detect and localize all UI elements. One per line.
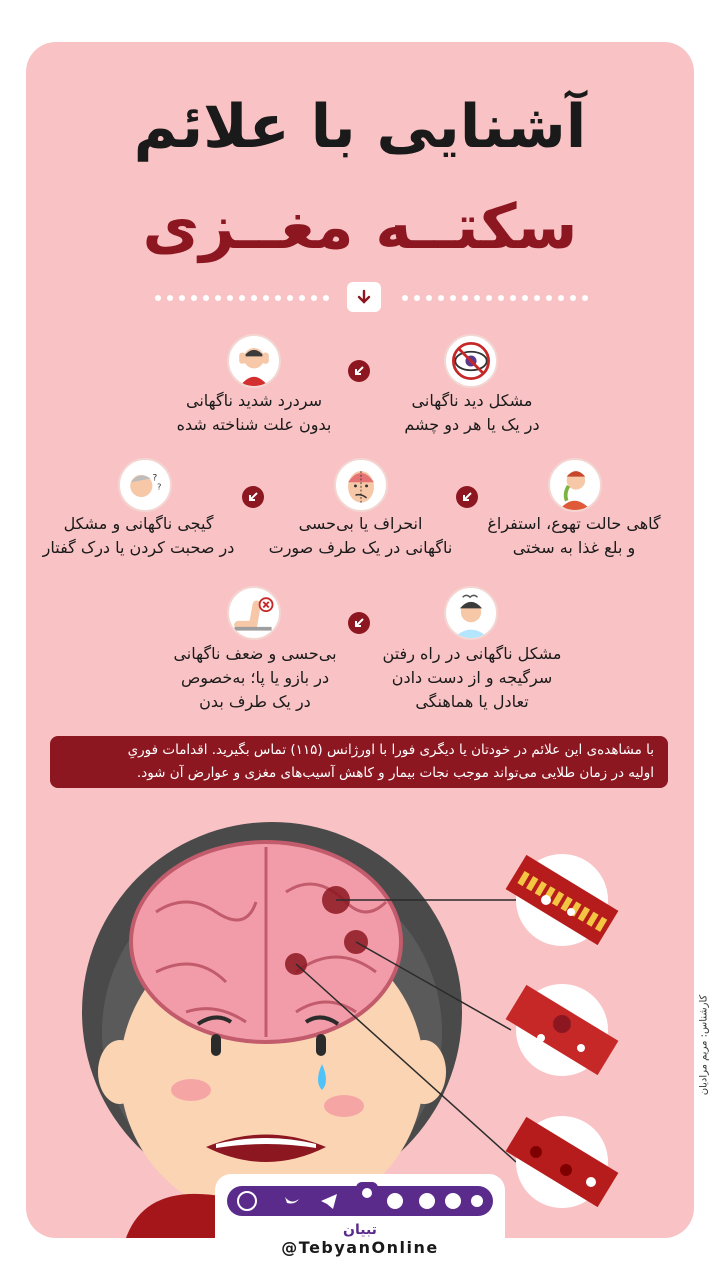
social-handle[interactable]: @TebyanOnline xyxy=(281,1238,439,1257)
dizzy-person-icon xyxy=(444,586,498,640)
eitaa-icon xyxy=(419,1193,435,1209)
rubika-icon xyxy=(445,1193,461,1209)
symptom-3-text: گاهی حالت تهوع، استفراغ و بلع غذا به سختی xyxy=(487,514,661,557)
dotted-divider-left xyxy=(154,294,339,302)
down-arrow-icon xyxy=(347,282,381,312)
emergency-note: با مشاهده‌ی این علائم در خودتان یا دیگری فورا با اورژانس (۱۱۵) تماس بگیرید. اقدامات فوریِ اولیه در زمان طلایی می‌تواند موجب نجات بیمار و کاهش آسیب‌های مغزی و عوارض آن شود. xyxy=(50,736,668,788)
infographic-card xyxy=(26,42,694,1238)
pointer-arrow-icon xyxy=(348,360,370,382)
website-icon xyxy=(471,1195,483,1207)
pointer-arrow-icon xyxy=(456,486,478,508)
svg-text:?: ? xyxy=(157,481,162,492)
face-numbness-icon xyxy=(334,458,388,512)
credit-label: کارشناس: مریم مرادیان xyxy=(698,994,710,1096)
dotted-divider-right xyxy=(401,294,591,302)
headache-person-icon xyxy=(227,334,281,388)
symptom-1-text: مشکل دید ناگهانی در یک یا هر دو چشم xyxy=(404,391,540,434)
brand-name: تبیان xyxy=(343,1222,377,1238)
symptom-4-text: انحراف یا بی‌حسی ناگهانی در یک طرف صورت xyxy=(268,514,453,557)
footer-panel xyxy=(215,1174,505,1270)
aparat-icon xyxy=(387,1193,403,1209)
confused-speech-icon xyxy=(118,458,172,512)
pointer-arrow-icon xyxy=(242,486,264,508)
arm-weakness-icon xyxy=(227,586,281,640)
stroke-brain-illustration xyxy=(26,802,694,1238)
eye-crossed-icon xyxy=(444,334,498,388)
nausea-person-icon xyxy=(548,458,602,512)
symptom-5-text: گیجی ناگهانی و مشکل در صحبت کردن یا درک گفتار xyxy=(42,514,235,557)
svg-text:?: ? xyxy=(152,472,158,484)
symptom-7-text: بی‌حسی و ضعف ناگهانی در بازو یا پا؛ به‌خصوص در یک طرف بدن xyxy=(173,644,337,711)
title-line-2: سکتــه مغــزی xyxy=(142,190,578,263)
symptom-2-text: سردرد شدید ناگهانی بدون علت شناخته شده xyxy=(176,391,332,434)
title-line-1: آشنایی با علائم xyxy=(133,92,587,162)
pointer-arrow-icon xyxy=(348,612,370,634)
symptom-6-text: مشکل ناگهانی در راه رفتن سرگیجه و از دست دادن تعادل یا هماهنگی xyxy=(382,644,562,711)
tebyan-logo-icon xyxy=(354,1180,380,1206)
